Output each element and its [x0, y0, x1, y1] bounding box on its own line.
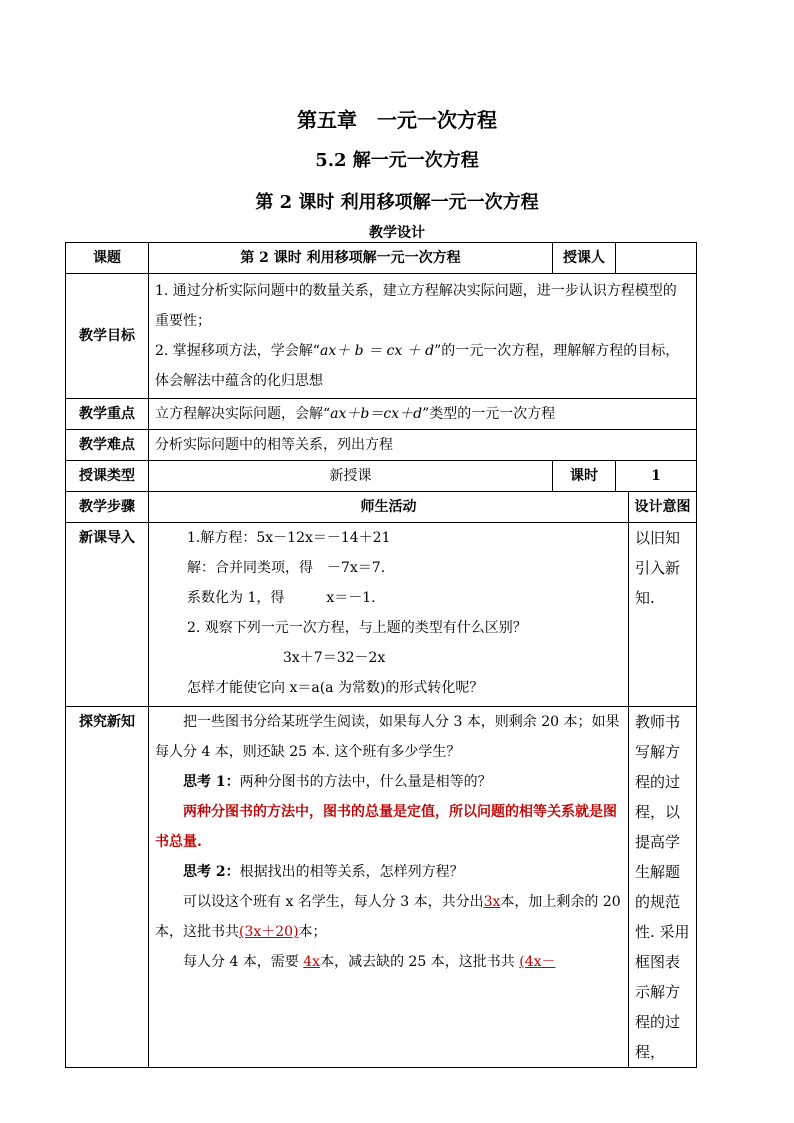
intro-line-6: 怎样才能使它向 x＝a(a 为常数)的形式转化呢？ — [187, 680, 484, 696]
period-label: 课时 — [553, 461, 616, 492]
difficult-content: 分析实际问题中的相等关系，列出方程 — [149, 430, 697, 461]
goals-content — [149, 274, 697, 399]
explore-question-2: 思考 2：根据找出的相等关系，怎样列方程？ — [183, 864, 464, 880]
topic-label: 课题 — [66, 243, 149, 274]
type-label: 授课类型 — [66, 461, 149, 492]
row-lesson-type — [66, 461, 697, 492]
intro-equation: 3x＋7＝32－2x — [283, 650, 386, 666]
explore-label: 探究新知 — [66, 707, 149, 1068]
row-intro — [66, 523, 697, 707]
explore-content — [149, 707, 629, 1068]
teacher-value — [616, 243, 697, 274]
intro-intent: 以旧知引入新知. — [629, 523, 697, 707]
intro-line-1: 1.解方程：5x－12x＝－14＋21 — [187, 530, 391, 546]
row-explore — [66, 707, 697, 1068]
explore-question-1: 思考 1：两种分图书的方法中，什么量是相等的？ — [183, 774, 492, 790]
goal-2: 2. 掌握移项方法，学会解“ax＋ b ＝ cx ＋ d”的一元一次方程，理解解方程的目标，体会解法中蕴含的化归思想 — [155, 343, 680, 389]
section-title: 5.2 解一元一次方程 — [315, 150, 479, 171]
period-value: 1 — [616, 461, 697, 492]
intro-line-4: 2. 观察下列一元一次方程，与上题的类型有什么区别？ — [187, 620, 527, 636]
key-content: 立方程解决实际问题，会解“ax＋b＝cx＋d”类型的一元一次方程 — [149, 399, 697, 430]
lesson-plan-table — [65, 242, 697, 1068]
steps-label: 教学步骤 — [66, 492, 149, 523]
row-difficult-points — [66, 430, 697, 461]
type-value: 新授课 — [149, 461, 553, 492]
lesson-title: 第 2 课时 利用移项解一元一次方程 — [255, 192, 539, 213]
goals-label: 教学目标 — [66, 274, 149, 399]
row-goals — [66, 274, 697, 399]
intro-label: 新课导入 — [66, 523, 149, 707]
intro-line-3: 系数化为 1，得 x＝－1. — [187, 590, 376, 606]
explore-problem: 把一些图书分给某班学生阅读，如果每人分 3 本，则剩余 20 本；如果每人分 4 本，则还缺 25 本. 这个班有多少学生？ — [155, 714, 620, 760]
teacher-label: 授课人 — [553, 243, 616, 274]
explore-para-2: 可以设这个班有 x 名学生，每人分 3 本，共分出3x本，加上剩余的 20 本，这批书共(3x＋20)本； — [155, 894, 621, 940]
explore-para-3: 每人分 4 本，需要 4x本，减去缺的 25 本，这批书共 (4x－ — [183, 954, 556, 970]
design-caption: 教学设计 — [369, 225, 425, 241]
explore-answer-1: 两种分图书的方法中，图书的总量是定值，所以问题的相等关系就是图书总量. — [155, 804, 617, 850]
row-step-header — [66, 492, 697, 523]
difficult-label: 教学难点 — [66, 430, 149, 461]
activity-header: 师生活动 — [149, 492, 629, 523]
row-topic — [66, 243, 697, 274]
topic-value: 第 2 课时 利用移项解一元一次方程 — [149, 243, 553, 274]
intent-header: 设计意图 — [629, 492, 697, 523]
goal-1: 1. 通过分析实际问题中的数量关系，建立方程解决实际问题，进一步认识方程模型的重要性； — [155, 283, 677, 329]
chapter-title: 第五章 一元一次方程 — [297, 108, 497, 132]
explore-intent: 教师书写解方程的过程，以提高学生解题的规范性. 采用框图表示解方程的过程， — [629, 707, 697, 1068]
row-key-points — [66, 399, 697, 430]
key-label: 教学重点 — [66, 399, 149, 430]
intro-line-2: 解：合并同类项，得 －7x＝7. — [187, 560, 386, 576]
intro-content — [149, 523, 629, 707]
